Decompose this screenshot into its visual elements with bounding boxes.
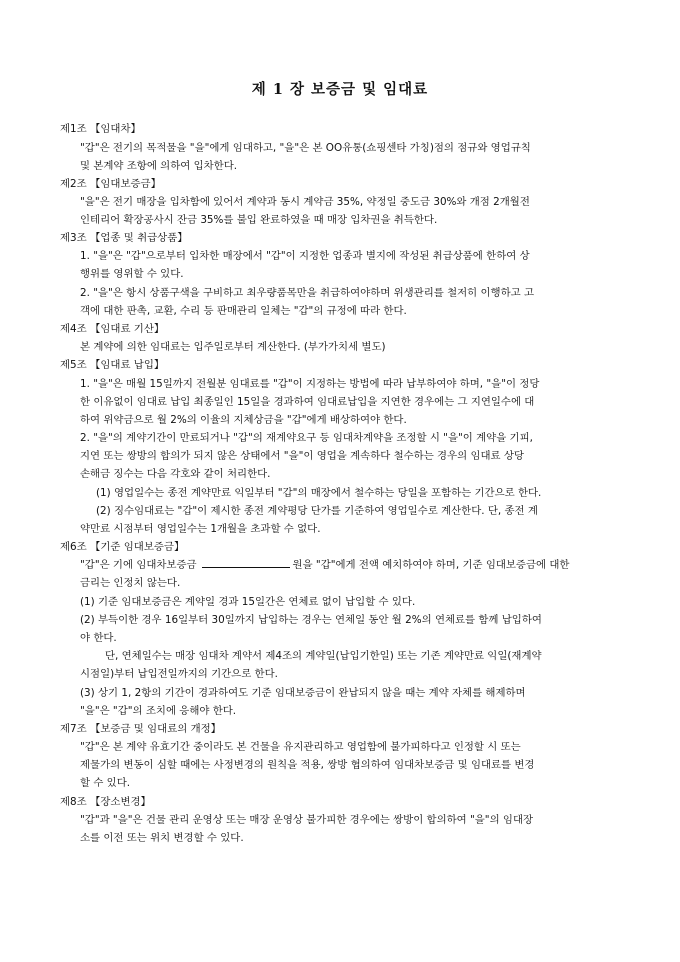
article-2-heading: 제2조 【임대보증금】 <box>60 178 161 190</box>
article-7-heading: 제7조 【보증금 및 임대료의 개정】 <box>60 723 222 735</box>
article-8-text-line: 소를 이전 또는 위치 변경할 수 있다. <box>80 832 244 844</box>
article-3-item-line: 2. "을"은 항시 상품구색을 구비하고 최우량품목만을 취급하여야하며 위생관리를 철저히 이행하고 고 <box>80 287 534 299</box>
article-6-text-line <box>80 558 569 572</box>
article-5-item-line: 손해금 징수는 다음 각호와 같이 처리한다. <box>80 468 271 480</box>
article-6-text-line: 금리는 인정치 않는다. <box>80 577 181 589</box>
article-8-text-line: "갑"과 "을"은 건물 관리 운영상 또는 매장 운영상 불가피한 경우에는 쌍방이 합의하여 "을"의 임대장 <box>80 814 534 826</box>
article-5-heading: 제5조 【임대료 납입】 <box>60 359 165 371</box>
article-5-item-line: 한 이유없이 임대료 납입 최종일인 15일을 경과하여 임대료납입을 지연한 경우에는 그 지연일수에 대 <box>80 396 535 408</box>
chapter-title: 제 1 장 보증금 및 임대료 <box>251 81 429 98</box>
article-5-item-line: 2. "을"의 계약기간이 만료되거나 "갑"의 재계약요구 등 임대차계약을 조정할 시 "을"이 계약을 기피, <box>80 432 533 444</box>
article-6-item-line: "을"은 "갑"의 조치에 응해야 한다. <box>80 705 237 717</box>
article-6-proviso-line: 시점일)부터 납입전일까지의 기간으로 한다. <box>80 668 278 680</box>
article-1-heading: 제1조 【임대차】 <box>60 123 141 135</box>
article-6-proviso-line: 단, 연체일수는 매장 임대차 계약서 제4조의 계약일(납입기한일) 또는 기존 계약만료 익일(재계약 <box>105 650 542 662</box>
deposit-text-after-blank: 원을 "갑"에게 전액 예치하여야 하며, 기준 임대보증금에 대한 <box>292 559 570 571</box>
article-5-subitem-line: 약만료 시점부터 영업일수는 1개월을 초과할 수 없다. <box>80 523 321 535</box>
deposit-text-before-blank: "갑"은 기에 임대차보증금 <box>80 559 197 571</box>
article-7-text-line: "갑"은 본 계약 유효기간 중이라도 본 건물을 유지관리하고 영업함에 불가피하다고 인정할 시 또는 <box>80 741 521 753</box>
article-6-item-line: (3) 상기 1, 2항의 기간이 경과하여도 기준 임대보증금이 완납되지 않을 때는 계약 자체를 해제하며 <box>80 687 526 699</box>
article-6-item-line: 야 한다. <box>80 632 117 644</box>
article-6-item-line: (1) 기준 임대보증금은 계약일 경과 15일간은 연체료 없이 납입할 수 있다. <box>80 596 416 608</box>
article-6-item-line: (2) 부득이한 경우 16일부터 30일까지 납입하는 경우는 연체일 동안 월 2%의 연체료를 함께 납입하여 <box>80 614 542 626</box>
article-5-item-line: 지연 또는 쌍방의 합의가 되지 않은 상태에서 "을"이 영업을 계속하다 철수하는 경우의 임대료 상당 <box>80 450 524 462</box>
article-7-text-line: 할 수 있다. <box>80 777 131 789</box>
article-7-text-line: 제물가의 변동이 심할 때에는 사정변경의 원칙을 적용, 쌍방 협의하여 임대차보증금 및 임대료를 변경 <box>80 759 535 771</box>
article-1-text-line: 및 본계약 조항에 의하여 입차한다. <box>80 160 238 172</box>
article-3-item-line: 객에 대한 판촉, 교환, 수리 등 판매관리 일체는 "갑"의 규정에 따라 한다. <box>80 305 407 317</box>
article-3-item-line: 행위를 영위할 수 있다. <box>80 268 184 280</box>
article-3-heading: 제3조 【업종 및 취급상품】 <box>60 232 188 244</box>
deposit-amount-blank[interactable] <box>202 558 290 568</box>
article-2-text-line: "을"은 전기 매장을 입차함에 있어서 계약과 동시 계약금 35%, 약정일 중도금 30%와 개점 2개월전 <box>80 196 530 208</box>
article-5-item-line: 1. "을"은 매월 15일까지 전월분 임대료를 "갑"이 지정하는 방법에 따라 납부하여야 하며, "을"이 정당 <box>80 378 540 390</box>
article-5-item-line: 하여 위약금으로 월 2%의 이율의 지체상금을 "갑"에게 배상하여야 한다. <box>80 414 407 426</box>
article-4-heading: 제4조 【임대료 기산】 <box>60 323 165 335</box>
article-2-text-line: 인테리어 확장공사시 잔금 35%를 불입 완료하였을 때 매장 입차권을 취득한다. <box>80 214 438 226</box>
article-3-item-line: 1. "을"은 "갑"으로부터 입차한 매장에서 "갑"이 지정한 업종과 별지에 작성된 취급상품에 한하여 상 <box>80 250 530 262</box>
article-8-heading: 제8조 【장소변경】 <box>60 796 151 808</box>
article-5-subitem-line: (2) 징수임대료는 "갑"이 제시한 종전 계약평당 단가를 기준하여 영업일수로 계산한다. 단, 종전 계 <box>96 505 538 517</box>
article-4-text-line: 본 계약에 의한 임대료는 입주일로부터 계산한다. (부가가치세 별도) <box>80 341 386 353</box>
article-6-heading: 제6조 【기준 임대보증금】 <box>60 541 185 553</box>
article-1-text-line: "갑"은 전기의 목적물을 "을"에게 임대하고, "을"은 본 OO유통(쇼핑센타 가칭)점의 점규와 영업규칙 <box>80 142 531 154</box>
article-5-subitem-line: (1) 영업일수는 종전 계약만료 익일부터 "갑"의 매장에서 철수하는 당일을 포함하는 기간으로 한다. <box>96 487 542 499</box>
